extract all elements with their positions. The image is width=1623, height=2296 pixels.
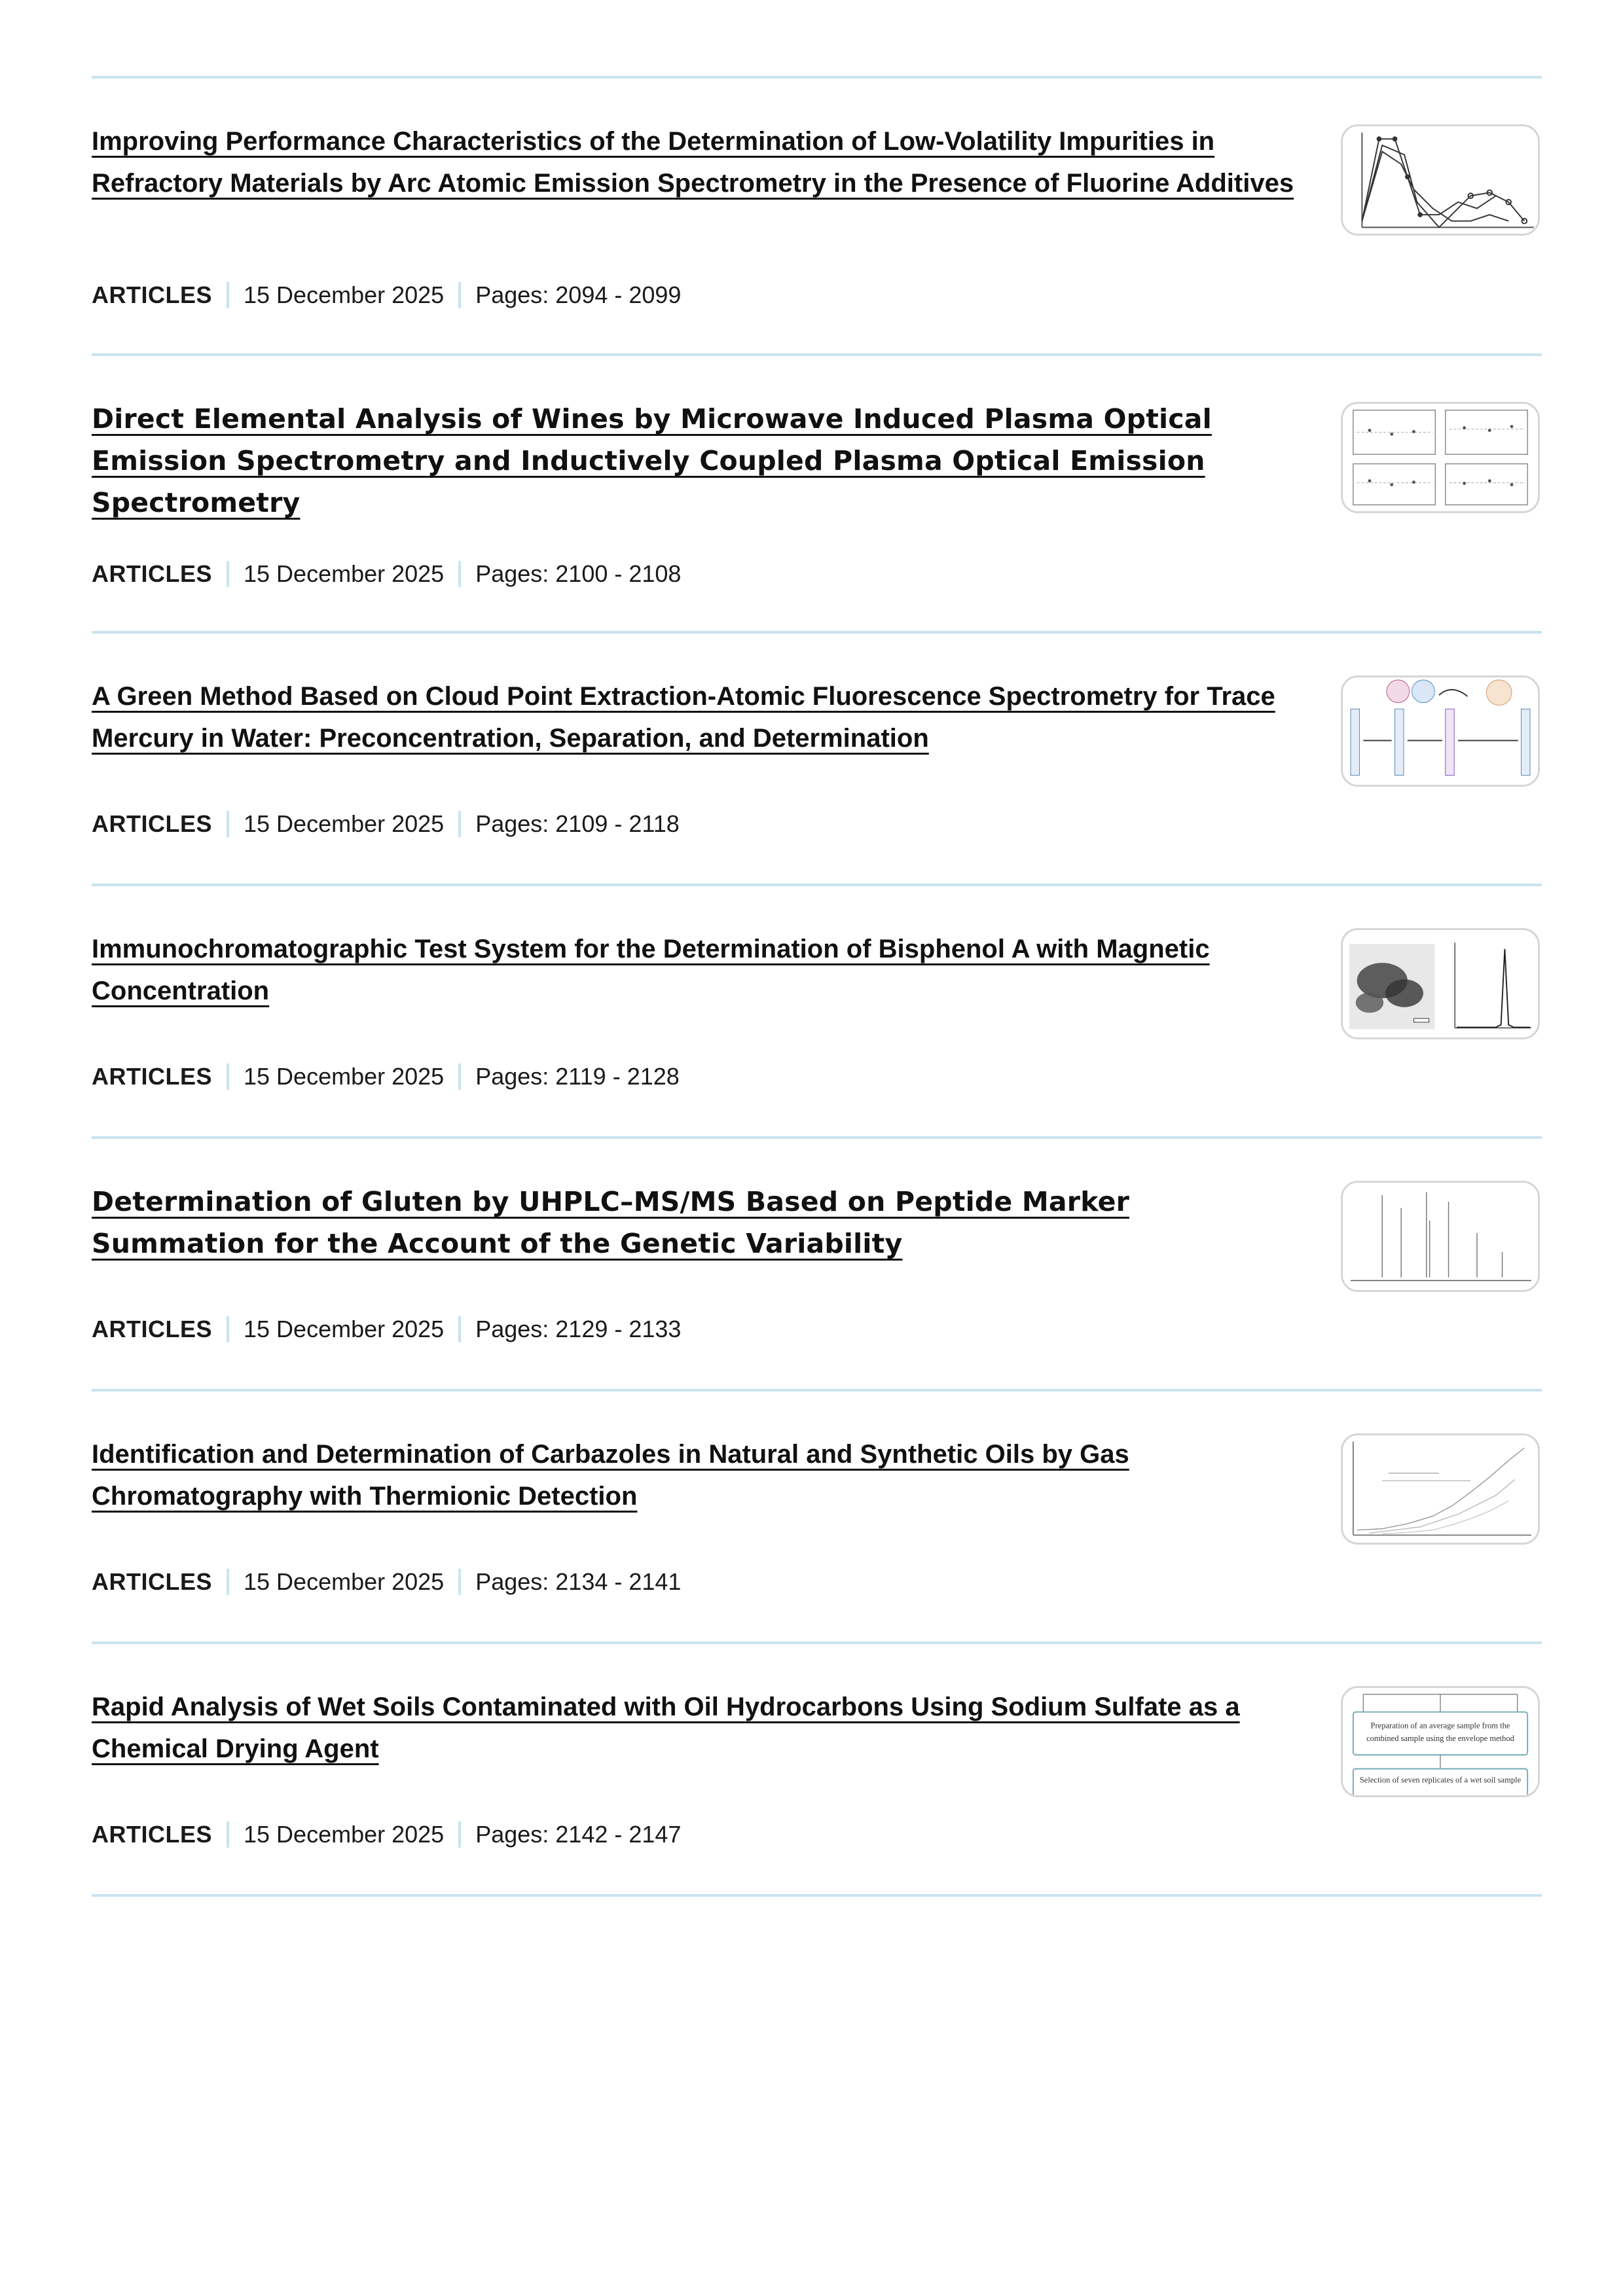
article-title-link[interactable]: Direct Elemental Analysis of Wines by Microwave Induced Plasma Optical Emission Spectrometry and Inductively Coupled Plasma Optical Emission Spectrometry: [92, 403, 1212, 518]
multi-panel-plot-thumbnail[interactable]: [1341, 402, 1540, 513]
article-category: ARTICLES: [92, 281, 212, 308]
thumbnail-graphic: [1343, 404, 1538, 511]
meta-separator: [458, 1316, 461, 1342]
article-title-link[interactable]: A Green Method Based on Cloud Point Extraction-Atomic Fluorescence Spectrometry for Trace Mercury in Water: Preconcentration, Separation, and Determination: [92, 682, 1275, 753]
article-pages: Pages: 2129 - 2133: [475, 1316, 682, 1342]
chromatogram-thumbnail[interactable]: [1341, 1181, 1540, 1292]
article-pages: Pages: 2119 - 2128: [475, 1063, 680, 1090]
article-title-wrap: [92, 1433, 1296, 1517]
article-list: [92, 76, 1542, 1897]
article-category: ARTICLES: [92, 1316, 212, 1342]
thumbnail-graphic: [1343, 930, 1538, 1037]
meta-separator: [458, 811, 461, 837]
article-date: 15 December 2025: [244, 281, 445, 308]
thumbnail-graphic: [1343, 1435, 1538, 1543]
article-date: 15 December 2025: [244, 1568, 445, 1595]
article-pages: Pages: 2134 - 2141: [475, 1568, 682, 1595]
article-item: [92, 79, 1542, 353]
article-meta: [92, 281, 681, 309]
article-title-wrap: [92, 1181, 1296, 1265]
article-pages: Pages: 2100 - 2108: [475, 560, 682, 587]
article-title-link[interactable]: Improving Performance Characteristics of the Determination of Low-Volatility Impurities in Refractory Materials by Arc Atomic Emission Spectrometry in the Presence of Fluorine Additives: [92, 127, 1294, 198]
meta-separator: [227, 1569, 229, 1595]
meta-separator: [227, 1064, 229, 1090]
meta-separator: [458, 282, 461, 308]
divider: [92, 1894, 1542, 1897]
line-plot-thumbnail[interactable]: [1341, 124, 1540, 236]
thumbnail-graphic: [1343, 1183, 1538, 1290]
article-title-wrap: [92, 675, 1296, 759]
meta-separator: [458, 1821, 461, 1848]
article-pages: Pages: 2142 - 2147: [475, 1821, 682, 1848]
article-title-link[interactable]: Identification and Determination of Carbazoles in Natural and Synthetic Oils by Gas Chromatography with Thermionic Detection: [92, 1440, 1129, 1511]
article-item: [92, 886, 1542, 1136]
article-category: ARTICLES: [92, 1568, 212, 1595]
meta-separator: [227, 561, 229, 587]
article-title-wrap: [92, 928, 1296, 1012]
article-item: [92, 634, 1542, 884]
meta-separator: [227, 282, 229, 308]
meta-separator: [227, 1316, 229, 1342]
article-category: ARTICLES: [92, 1821, 212, 1848]
article-meta: [92, 1063, 680, 1090]
microscopy-histogram-thumbnail[interactable]: [1341, 928, 1540, 1039]
article-title-wrap: [92, 1686, 1296, 1770]
article-category: ARTICLES: [92, 1063, 212, 1090]
article-item: [92, 356, 1542, 631]
article-date: 15 December 2025: [244, 1821, 445, 1848]
article-item: [92, 1644, 1542, 1894]
article-meta: [92, 1821, 681, 1848]
flowchart-box-text-line: Preparation of an average sample from the: [1370, 1721, 1510, 1731]
thumbnail-graphic: [1343, 1688, 1538, 1795]
article-item: [92, 1139, 1542, 1389]
thumbnail-graphic: [1343, 677, 1538, 785]
flowchart-thumbnail[interactable]: [1341, 1686, 1540, 1797]
article-date: 15 December 2025: [244, 1316, 445, 1342]
article-title-link[interactable]: Immunochromatographic Test System for the Determination of Bisphenol A with Magnetic Concentration: [92, 935, 1210, 1005]
article-date: 15 December 2025: [244, 810, 445, 837]
article-category: ARTICLES: [92, 560, 212, 587]
thumbnail-graphic: [1343, 126, 1538, 234]
meta-separator: [458, 1569, 461, 1595]
article-title-link[interactable]: Rapid Analysis of Wet Soils Contaminated with Oil Hydrocarbons Using Sodium Sulfate as a Chemical Drying Agent: [92, 1693, 1240, 1763]
flowchart-box-text: Selection of seven replicates of a wet soil sample: [1359, 1775, 1522, 1785]
gc-plot-thumbnail[interactable]: [1341, 1433, 1540, 1545]
article-date: 15 December 2025: [244, 1063, 445, 1090]
meta-separator: [227, 811, 229, 837]
meta-separator: [458, 1064, 461, 1090]
meta-separator: [458, 561, 461, 587]
article-meta: [92, 1568, 681, 1596]
article-pages: Pages: 2094 - 2099: [475, 281, 682, 308]
article-item: [92, 1391, 1542, 1641]
flowchart-box-text-line: combined sample using the envelope method: [1366, 1734, 1514, 1744]
article-title-link[interactable]: Determination of Gluten by UHPLC–MS/MS Based on Peptide Marker Summation for the Account of the Genetic Variability: [92, 1186, 1129, 1259]
meta-separator: [227, 1821, 229, 1848]
article-date: 15 December 2025: [244, 560, 445, 587]
article-meta: [92, 1316, 681, 1343]
article-title-wrap: [92, 120, 1296, 204]
article-pages: Pages: 2109 - 2118: [475, 810, 680, 837]
article-category: ARTICLES: [92, 810, 212, 837]
article-title-wrap: [92, 398, 1296, 524]
article-meta: [92, 810, 680, 838]
article-meta: [92, 560, 681, 588]
extraction-scheme-thumbnail[interactable]: [1341, 675, 1540, 787]
